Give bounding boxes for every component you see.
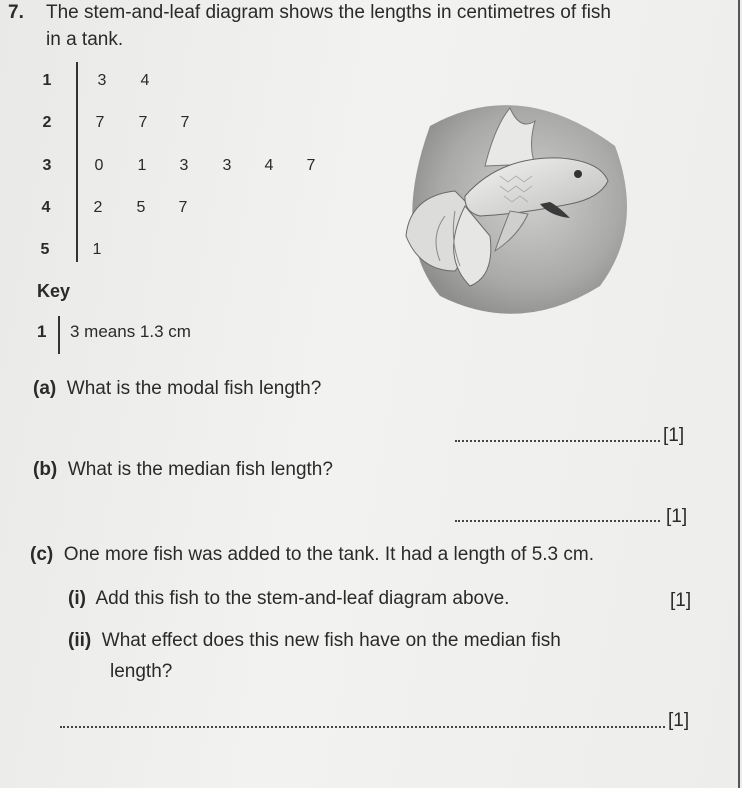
leaf: 5	[136, 199, 146, 216]
question-text: What effect does this new fish have on the median fish	[101, 630, 561, 651]
stem-divider-line	[76, 62, 78, 262]
margin-rule	[738, 0, 740, 788]
leaf: 3	[179, 157, 189, 174]
question-text: What is the median fish length?	[67, 459, 333, 480]
part-label: (ii)	[68, 630, 92, 651]
leaf: 0	[94, 157, 104, 174]
question-text-continued: length?	[110, 661, 173, 682]
stem: 5	[40, 241, 50, 258]
part-label: (b)	[33, 459, 58, 480]
question-text: Add this fish to the stem-and-leaf diagram above.	[95, 588, 510, 609]
question-c-ii	[68, 630, 561, 652]
question-text: The stem-and-leaf diagram shows the lengths in centimetres of fish	[46, 2, 611, 23]
question-text-continued: in a tank.	[46, 29, 124, 50]
mark-allocation: [1]	[668, 710, 690, 731]
leaf: 3	[222, 157, 232, 174]
leaf: 7	[306, 157, 316, 174]
mark-allocation: [1]	[670, 590, 692, 611]
leaf: 1	[92, 241, 102, 258]
leaf: 7	[178, 199, 188, 216]
question-a	[33, 378, 321, 400]
question-text: One more fish was added to the tank. It had a length of 5.3 cm.	[63, 544, 594, 565]
leaf: 7	[95, 114, 105, 131]
stem: 2	[42, 114, 52, 131]
leaf: 4	[140, 72, 150, 89]
answer-line-a[interactable]	[455, 440, 660, 442]
key-text: 3 means 1.3 cm	[70, 322, 191, 341]
leaf: 7	[138, 114, 148, 131]
key-stem: 1	[37, 322, 47, 341]
question-c	[30, 544, 594, 566]
question-b	[33, 459, 333, 481]
stem: 1	[42, 72, 52, 89]
leaf: 2	[93, 199, 103, 216]
leaf: 4	[264, 157, 274, 174]
answer-line-b[interactable]	[455, 520, 660, 522]
leaf: 1	[137, 157, 147, 174]
stem: 4	[41, 199, 51, 216]
key-divider-line	[58, 316, 60, 354]
mark-allocation: [1]	[666, 506, 688, 527]
part-label: (i)	[68, 588, 86, 609]
mark-allocation: [1]	[663, 425, 685, 446]
question-c-i	[68, 588, 509, 610]
fish-icon	[400, 86, 645, 326]
leaf: 7	[180, 114, 190, 131]
answer-line-c-ii[interactable]	[60, 726, 665, 728]
key-label: Key	[37, 281, 71, 301]
goldfish-illustration	[400, 86, 645, 326]
question-text: What is the modal fish length?	[66, 378, 322, 399]
part-label: (c)	[30, 544, 54, 565]
question-number: 7.	[8, 2, 24, 23]
part-label: (a)	[33, 378, 57, 399]
leaf: 3	[97, 72, 107, 89]
stem: 3	[42, 157, 52, 174]
